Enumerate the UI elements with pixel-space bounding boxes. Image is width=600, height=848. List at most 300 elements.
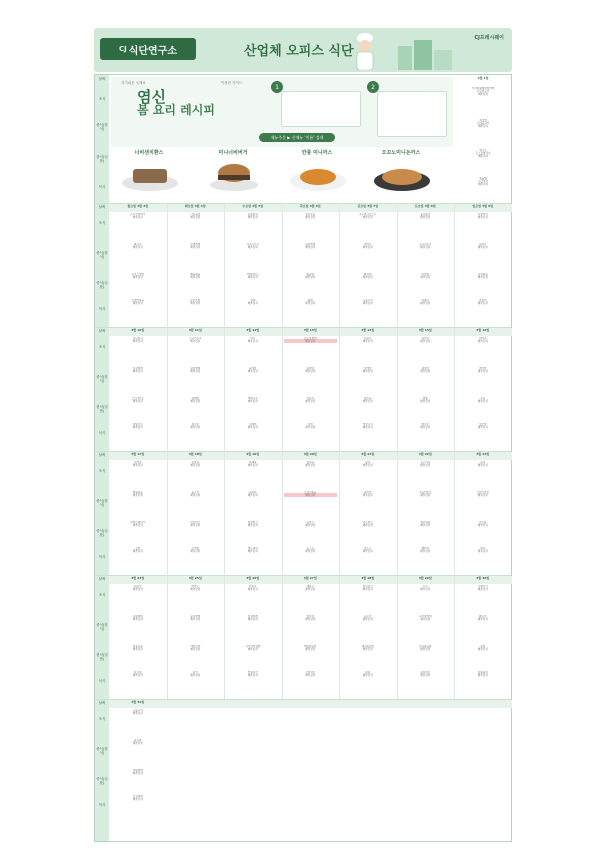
menu-item: 배추김치	[477, 155, 489, 159]
menu-item: 소불고기	[362, 299, 373, 302]
menu-cell	[109, 461, 167, 489]
day-header-bar	[109, 700, 512, 708]
row-label: 중식(일품)	[96, 777, 108, 785]
menu-cell	[397, 585, 455, 613]
step-badge-1: 1	[271, 81, 283, 93]
menu-item: 소고기무국	[188, 337, 202, 340]
menu-item-side: 배추김치	[132, 712, 143, 716]
menu-item-side: 배추김치	[247, 246, 258, 250]
menu-item-side: 배추김치	[362, 276, 373, 280]
menu-cell	[167, 243, 225, 271]
menu-item: 함박스테이크	[130, 521, 146, 524]
menu-cell	[454, 585, 512, 613]
row-label-dinner: 석식	[98, 185, 106, 189]
menu-cell	[109, 213, 167, 241]
row-label: 석식	[98, 431, 106, 435]
menu-item-side: 배추김치	[305, 464, 316, 468]
menu-item-side: 배추김치	[132, 464, 143, 468]
menu-item: 짜장면	[363, 273, 372, 276]
menu-cell	[167, 299, 225, 327]
menu-item-side: 배추김치	[420, 588, 431, 592]
step-badge-2: 2	[367, 81, 379, 93]
featured-image-3	[287, 159, 349, 193]
menu-item-side: 배추김치	[132, 216, 143, 220]
menu-item-side: 배추김치	[362, 340, 373, 344]
menu-item-side: 배추김치	[305, 276, 316, 280]
menu-cell	[282, 491, 340, 519]
day-header: 3월 31일	[131, 700, 145, 704]
menu-item: 닭볶음탕	[477, 671, 488, 674]
menu-item: 나가사키짬뽕	[245, 645, 261, 648]
column-divider	[339, 203, 340, 327]
menu-item: 시래기국	[477, 585, 488, 588]
menu-item: 야채죽	[248, 461, 257, 464]
menu-item: 소고기무국	[418, 243, 432, 246]
menu-item-side: 배추김치	[420, 302, 431, 306]
menu-item: 무국	[422, 585, 428, 588]
menu-cell	[224, 491, 282, 519]
menu-item: 제육볶음	[190, 273, 201, 276]
row-label-date: 날짜	[98, 701, 106, 705]
menu-item-side: 배추김치	[420, 618, 431, 622]
menu-item-side: 배추김치	[362, 464, 373, 468]
menu-cell	[224, 213, 282, 241]
menu-item-side: 배추김치	[477, 216, 488, 220]
column-divider	[397, 451, 398, 575]
menu-item: 흑미밥	[479, 119, 487, 122]
day-header: 3월 20일	[303, 452, 317, 456]
menu-cell	[339, 521, 397, 549]
menu-cell	[454, 213, 512, 241]
day-header: 3월 21일	[361, 452, 375, 456]
menu-cell	[224, 397, 282, 425]
menu-item: 양념치킨	[247, 671, 258, 674]
column-divider	[454, 575, 455, 699]
menu-item-side: 배추김치	[132, 588, 143, 592]
menu-item-side: 배추김치	[362, 426, 373, 430]
menu-item: 소고기죽	[420, 461, 431, 464]
featured-name-4: 오꼬노미니돈까스	[381, 150, 421, 156]
menu-cell	[167, 671, 225, 699]
row-label: 중식(일품)	[96, 653, 108, 661]
row-label: 석식	[98, 307, 106, 311]
menu-cell	[339, 423, 397, 451]
menu-cell	[224, 671, 282, 699]
column-divider	[167, 327, 168, 451]
menu-item: 비빔밥	[421, 273, 430, 276]
day-header: 3월 10일	[131, 328, 145, 332]
column-divider	[454, 451, 455, 575]
menu-item: 호박죽	[133, 461, 142, 464]
menu-cell	[224, 461, 282, 489]
menu-item: 파닭	[365, 671, 371, 674]
menu-item-side: 배추김치	[247, 276, 258, 280]
menu-cell	[397, 491, 455, 519]
promo-title	[137, 88, 215, 117]
menu-cell	[109, 739, 167, 767]
day-header: 3월 26일	[246, 576, 260, 580]
menu-cell	[454, 671, 512, 699]
menu-item: 고추장찌개	[418, 615, 432, 618]
menu-item: 미역국	[191, 585, 200, 588]
menu-item: 김치국	[478, 243, 487, 246]
menu-cell	[109, 337, 167, 365]
menu-item: 갈비찜	[363, 491, 372, 494]
brand-mark: CJ프레시웨이	[474, 35, 504, 41]
menu-item-side: 배추김치	[362, 400, 373, 404]
menu-item-side: 배추김치	[477, 246, 488, 250]
menu-item: 계란국	[306, 585, 315, 588]
column-divider	[282, 327, 283, 451]
menu-cell	[224, 585, 282, 613]
day-header: 3월 28일	[361, 576, 375, 580]
column-divider	[339, 451, 340, 575]
menu-item: 김치볶음	[477, 273, 488, 276]
menu-cell	[397, 615, 455, 643]
menu-cell	[109, 585, 167, 613]
menu-item-side: 배추김치	[420, 648, 431, 652]
menu-item: 청국장	[306, 615, 315, 618]
menu-item: 김치찌개	[132, 795, 143, 798]
promo-caption-right: 이용한 가이드	[221, 81, 243, 85]
menu-cell	[282, 213, 340, 241]
menu-cell	[339, 397, 397, 425]
menu-item-side: 배추김치	[132, 524, 143, 528]
search-guide-button[interactable]: 제뉴주문 ▶ 신메뉴 '이름' 검색	[259, 133, 335, 142]
menu-item: 김밥	[135, 547, 141, 550]
menu-item-side: 배추김치	[420, 246, 431, 250]
menu-item: 간장치킨	[305, 671, 316, 674]
menu-cell	[339, 213, 397, 241]
menu-cell	[167, 585, 225, 613]
menu-item: 추어탕	[478, 367, 487, 370]
menu-item: 콩나물국	[420, 213, 431, 216]
column-divider	[167, 203, 168, 327]
row-label: 조식	[98, 345, 106, 349]
menu-item-side: 배추김치	[305, 674, 316, 678]
menu-item-side: 배추김치	[477, 302, 488, 306]
menu-item: 쌀국수	[133, 243, 142, 246]
day-header: 3월 27일	[303, 576, 317, 580]
menu-item-side: 배추김치	[420, 370, 431, 374]
menu-item-side: 배추김치	[305, 340, 316, 344]
menu-item-side: 배추김치	[362, 674, 373, 678]
menu-item: 냉모밀	[478, 423, 487, 426]
app-screen-2	[377, 91, 447, 137]
menu-item: 카츠동	[478, 521, 487, 524]
menu-item-side: 배추김치	[132, 246, 143, 250]
menu-cell	[282, 461, 340, 489]
menu-item: 돈까스	[306, 521, 315, 524]
menu-item-side: 배추김치	[190, 340, 201, 344]
menu-cell	[282, 615, 340, 643]
menu-item-side: 배추김치	[132, 302, 143, 306]
row-label: 중식(한식)	[96, 375, 108, 383]
menu-item: 콩나물국	[132, 337, 143, 340]
menu-cell	[224, 243, 282, 271]
page-title: 산업체 오피스 식단	[244, 44, 354, 59]
menu-cell	[282, 547, 340, 575]
menu-item-side: 배추김치	[420, 340, 431, 344]
menu-item-side: 배추김치	[362, 370, 373, 374]
row-label-date: 날짜	[98, 77, 106, 81]
day-header: 3월 11일	[188, 328, 202, 332]
day-header: 3월 13일	[303, 328, 317, 332]
menu-item: 된장국	[363, 337, 372, 340]
menu-item: 순두부	[363, 615, 372, 618]
menu-item-side: 배추김치	[477, 550, 488, 554]
menu-item: 고구마구이	[476, 90, 490, 94]
menu-item: 치즈까스	[362, 521, 373, 524]
featured-name-2: 미니너비버거	[218, 150, 248, 156]
row-label-date: 날짜	[98, 329, 106, 333]
menu-cell	[339, 491, 397, 519]
menu-item-side: 배추김치	[132, 550, 143, 554]
menu-cell	[454, 547, 512, 575]
menu-cell	[109, 273, 167, 301]
menu-item-side: 배추김치	[477, 400, 488, 404]
row-label: 중식(한식)	[96, 251, 108, 259]
menu-cell	[224, 337, 282, 365]
menu-item: 생선까스	[247, 521, 258, 524]
day-header: 수요일 3월 5일	[242, 204, 264, 208]
menu-item: 순살닭죽	[247, 213, 258, 216]
menu-item: 소고기미역국	[130, 213, 146, 216]
header-banner	[94, 28, 512, 72]
menu-item: 햄버거	[421, 547, 430, 550]
menu-cell	[454, 243, 512, 271]
menu-cell	[339, 273, 397, 301]
column-divider	[224, 203, 225, 327]
menu-cell	[282, 299, 340, 327]
right-col-lunch-korean	[455, 119, 511, 147]
day-header: 3월 18일	[188, 452, 202, 456]
menu-item-side: 배추김치	[247, 302, 258, 306]
menu-cell	[282, 367, 340, 395]
menu-item-side: 배추김치	[132, 494, 143, 498]
column-divider	[454, 203, 455, 327]
menu-item-side: 배추김치	[305, 246, 316, 250]
day-header: 토요일 3월 8일	[414, 204, 436, 208]
menu-item: 김치찌개	[132, 367, 143, 370]
right-col-breakfast	[455, 87, 511, 117]
menu-item: 미역국	[363, 243, 372, 246]
menu-cell	[167, 491, 225, 519]
menu-table	[94, 74, 512, 842]
menu-cell	[339, 615, 397, 643]
menu-item-side: 배추김치	[247, 340, 258, 344]
day-header: 3월 16일	[476, 328, 490, 332]
menu-item: 팥죽	[365, 461, 371, 464]
menu-item: 쌀국수	[479, 149, 487, 152]
menu-item: 동태찌개	[132, 615, 143, 618]
menu-item-side: 배추김치	[247, 550, 258, 554]
menu-item-side: 배추김치	[247, 370, 258, 374]
menu-item: 해물볶음밥	[303, 645, 317, 648]
menu-item: 참치찌개	[247, 615, 258, 618]
menu-item-side: 배추김치	[362, 246, 373, 250]
menu-item: 비빔국수	[132, 423, 143, 426]
menu-item: 전복죽	[191, 461, 200, 464]
featured-image-4	[371, 159, 433, 193]
menu-item: 순살치킨	[420, 671, 431, 674]
row-label-date: 날짜	[98, 577, 106, 581]
menu-item-side: 배추김치	[477, 340, 488, 344]
menu-item: 가자미를제비더마찌	[471, 87, 495, 90]
menu-item: 된장찌개	[305, 243, 316, 246]
menu-item-side: 배추김치	[247, 426, 258, 430]
menu-item: 카레라이스	[246, 273, 260, 276]
menu-cell	[282, 521, 340, 549]
menu-item: 라볶이	[478, 299, 487, 302]
menu-item: 오므라이스	[131, 397, 145, 400]
menu-cell	[397, 671, 455, 699]
menu-cell	[224, 367, 282, 395]
menu-cell	[109, 491, 167, 519]
menu-cell	[109, 769, 167, 797]
menu-cell	[167, 521, 225, 549]
menu-item-side: 배추김치	[420, 524, 431, 528]
column-divider	[167, 451, 168, 575]
menu-item-side: 배추김치	[190, 276, 201, 280]
menu-item-side: 배추김치	[305, 618, 316, 622]
featured-name-1: 너비샌치환스	[134, 150, 164, 156]
menu-item-side: 배추김치	[132, 798, 143, 802]
day-header: 3월 30일	[476, 576, 490, 580]
menu-item-side: 배추김치	[305, 588, 316, 592]
menu-item: 쫄면	[307, 299, 313, 302]
row-label-breakfast: 조식	[98, 97, 106, 101]
menu-item-side: 배추김치	[305, 524, 316, 528]
menu-cell	[397, 367, 455, 395]
menu-cell	[397, 461, 455, 489]
menu-item-side: 배추김치	[305, 302, 316, 306]
menu-item: 오징어볶음	[131, 299, 145, 302]
menu-item-side: 배추김치	[190, 246, 201, 250]
menu-item-side: 배추김치	[247, 216, 258, 220]
menu-item-side: 배추김치	[132, 426, 143, 430]
menu-item: 나주곰탕	[190, 213, 201, 216]
menu-item: 오리불고기	[476, 122, 490, 126]
menu-cell	[109, 243, 167, 271]
promo-banner[interactable]	[111, 77, 453, 147]
menu-item-side: 배추김치	[420, 216, 431, 220]
day-header: 3월 15일	[418, 328, 432, 332]
menu-cell	[397, 337, 455, 365]
day-header: 월요일 3월 3일	[127, 204, 149, 208]
menu-item: 꽁치찌개	[190, 615, 201, 618]
menu-item-side: 배추김치	[132, 340, 143, 344]
menu-cell	[282, 423, 340, 451]
menu-cell	[167, 423, 225, 451]
row-label: 중식(한식)	[96, 747, 108, 755]
menu-item-side: 배추김치	[477, 588, 488, 592]
app-screen-1	[281, 91, 361, 127]
menu-item: 삼계탕	[363, 367, 372, 370]
menu-item-side: 배추김치	[420, 426, 431, 430]
menu-item: 부대찌개	[190, 243, 201, 246]
day-header: 3월 23일	[476, 452, 490, 456]
day-header: 3월 22일	[418, 452, 432, 456]
menu-item-side: 배추김치	[362, 618, 373, 622]
menu-item: 북어국	[421, 337, 430, 340]
menu-cell	[454, 299, 512, 327]
column-divider	[339, 327, 340, 451]
right-col-date: 3월 1일	[477, 76, 489, 80]
menu-cell	[167, 461, 225, 489]
menu-item: 핫도그	[363, 547, 372, 550]
row-label: 석식	[98, 679, 106, 683]
menu-cell	[109, 367, 167, 395]
menu-item: 유부우동	[305, 213, 316, 216]
menu-item: 닭갈비	[248, 491, 257, 494]
menu-item-side: 배추김치	[247, 494, 258, 498]
menu-item-side: 배추김치	[477, 426, 488, 430]
menu-item: 배추김치	[477, 93, 489, 97]
menu-cell	[109, 645, 167, 673]
menu-cell	[339, 645, 397, 673]
menu-item: 샌드위치	[247, 547, 258, 550]
menu-cell	[454, 461, 512, 489]
day-header: 목요일 3월 6일	[299, 204, 321, 208]
menu-item: 된장국	[133, 585, 142, 588]
menu-cell	[167, 645, 225, 673]
menu-cell	[339, 671, 397, 699]
menu-item-side: 배추김치	[362, 494, 373, 498]
menu-cell	[397, 397, 455, 425]
menu-item: 냉면	[250, 299, 256, 302]
menu-item: 야끼소바	[190, 645, 201, 648]
menu-item: 떡국	[250, 337, 256, 340]
row-label: 석식	[98, 803, 106, 807]
menu-item: 참치죽	[306, 461, 315, 464]
column-divider	[224, 575, 225, 699]
menu-cell	[339, 367, 397, 395]
row-label-lunch-special: 중식(일품)	[96, 155, 108, 163]
menu-item-side: 배추김치	[420, 464, 431, 468]
menu-cell	[224, 423, 282, 451]
row-label: 조식	[98, 717, 106, 721]
menu-item-side: 배추김치	[132, 400, 143, 404]
menu-cell	[454, 423, 512, 451]
promo-caption-left: 지기쉬운 식재료	[121, 81, 146, 85]
menu-item: 주먹밥	[191, 547, 200, 550]
menu-item-side: 배추김치	[420, 550, 431, 554]
menu-item-side: 배추김치	[247, 464, 258, 468]
menu-item: 깐풍기	[306, 397, 315, 400]
menu-item-side: 배추김치	[247, 588, 258, 592]
menu-cell	[109, 795, 167, 823]
menu-item-side: 배추김치	[420, 674, 431, 678]
menu-cell	[397, 547, 455, 575]
chef-illustration	[352, 32, 378, 70]
menu-item-side: 배추김치	[190, 618, 201, 622]
day-header: 3월 24일	[131, 576, 145, 580]
row-label: 중식(일품)	[96, 405, 108, 413]
menu-item: 짬뽕	[422, 397, 428, 400]
menu-item-side: 배추김치	[190, 370, 201, 374]
menu-cell	[167, 397, 225, 425]
menu-cell	[339, 547, 397, 575]
menu-cell	[109, 299, 167, 327]
menu-item-side: 배추김치	[420, 494, 431, 498]
menu-cell	[282, 645, 340, 673]
menu-item: 떡만두국	[362, 423, 373, 426]
menu-item-side: 배추김치	[477, 524, 488, 528]
right-col-lunch-special	[455, 149, 511, 175]
menu-item: 콩나물국	[362, 585, 373, 588]
row-label: 조식	[98, 593, 106, 597]
